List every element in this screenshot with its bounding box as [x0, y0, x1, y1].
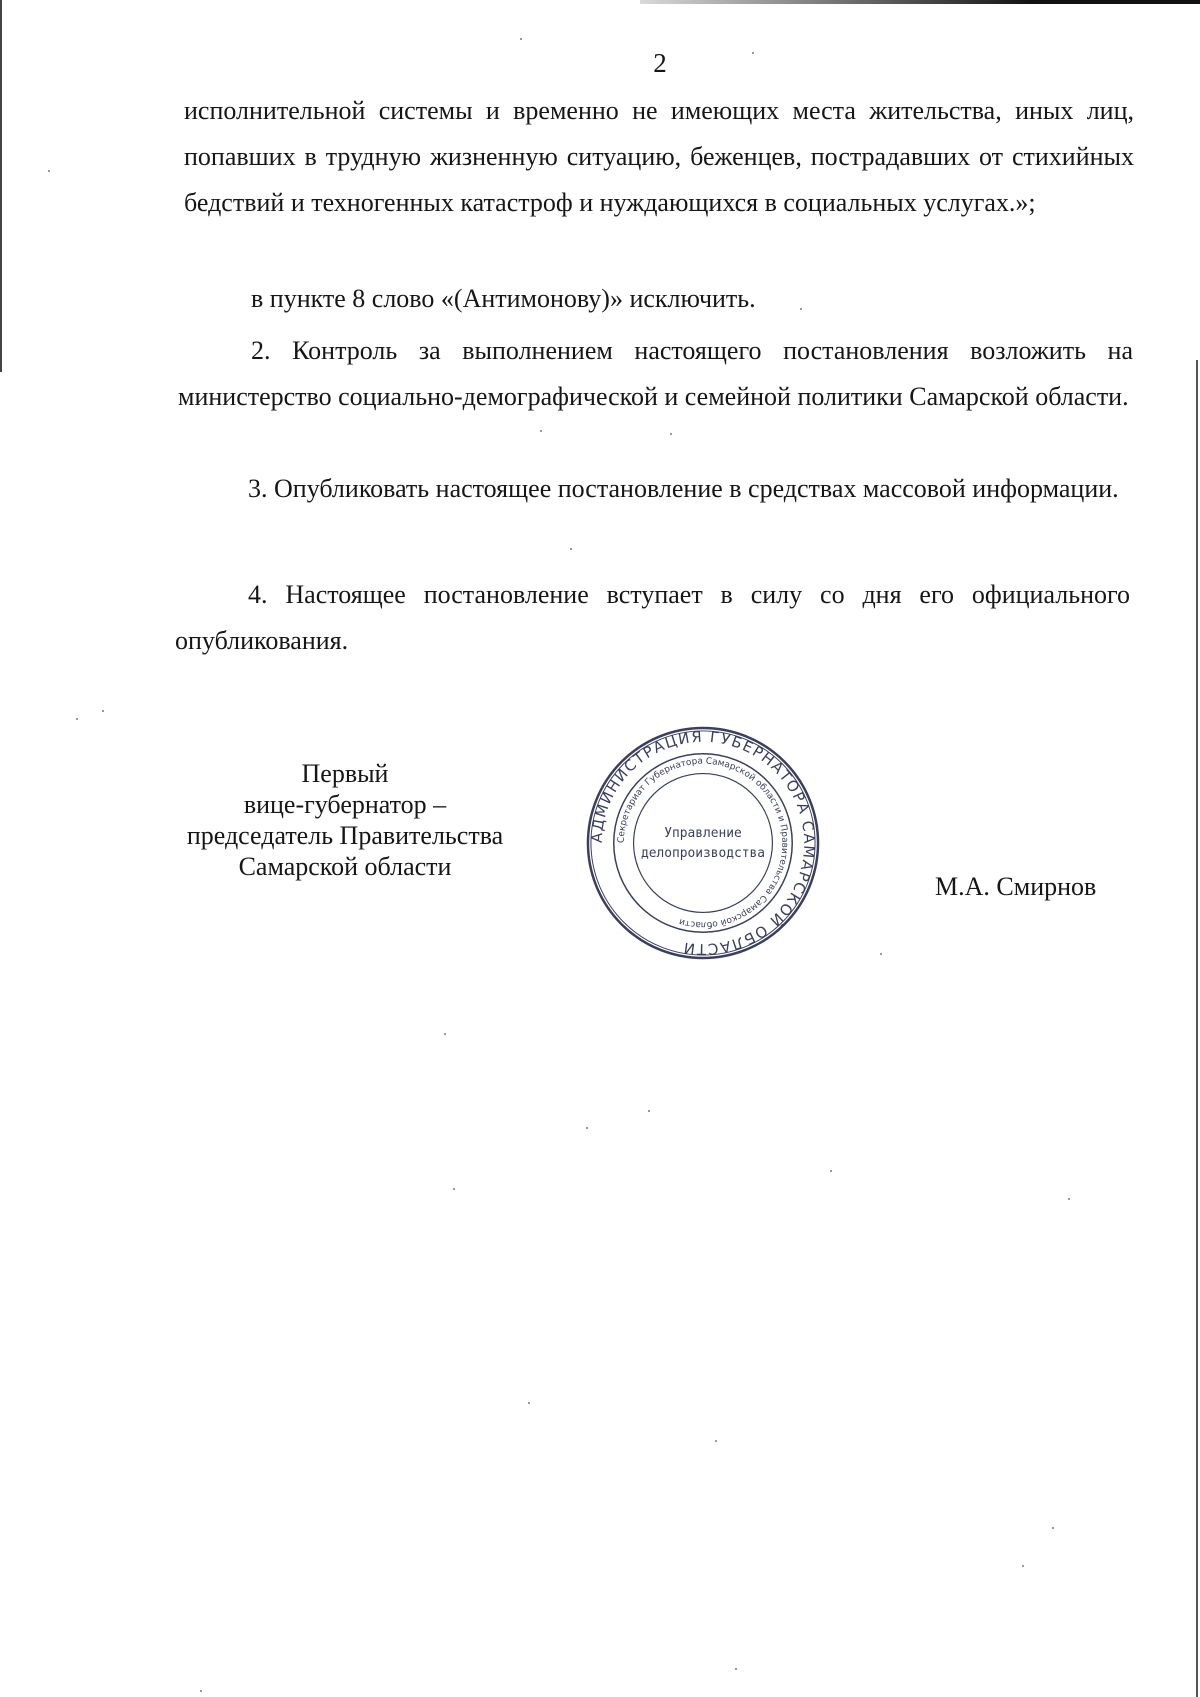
paragraph-clause-2: 2. Контроль за выполнением настоящего постановления возложить на министерство социально-демографической и семейной политики Самарской области. [178, 336, 1133, 411]
signature-title-line: председатель Правительства [186, 821, 504, 850]
paragraph-clause-3: 3. Опубликовать настоящее постановление в средствах массовой информации. [248, 474, 1119, 503]
paragraph-clause-4: 4. Настоящее постановление вступает в силу со дня его официального опубликования. [175, 580, 1130, 655]
scan-edge-top [640, 0, 1200, 4]
official-seal [584, 724, 822, 962]
svg-text:АДМИНИСТРАЦИЯ ГУБЕРНАТОРА САМА: АДМИНИСТРАЦИЯ ГУБЕРНАТОРА САМАРСКОЙ ОБЛАСТИ [587, 727, 819, 959]
signature-title-line: Самарской области [238, 852, 452, 881]
scan-edge-left [0, 0, 2, 372]
signature-title-line: вице-губернатор – [243, 790, 447, 819]
paragraph-continuation: исполнительной системы и временно не имеющих места жительства, иных лиц, попавших в трудную жизненную ситуацию, беженцев, пострадавших от стихийных бедствий и техногенных катастроф и нуждающихся в социальных услугах.»; [184, 96, 1134, 217]
signature-title-line: Первый [301, 759, 389, 788]
svg-text:Управление: Управление [664, 826, 742, 842]
page-number: 2 [653, 48, 667, 78]
svg-text:Секретариат Губернатора Самарс: Секретариат Губернатора Самарской области и Правительства Самарской области [616, 756, 790, 930]
seal-stamp-icon [584, 724, 822, 962]
signature-title-block [150, 758, 540, 882]
paragraph-item-8-amendment: в пункте 8 слово «(Антимонову)» исключить. [251, 284, 756, 313]
signer-name: М.А. Смирнов [935, 872, 1097, 901]
scan-edge-right [1196, 360, 1198, 1697]
svg-text:делопроизводства: делопроизводства [640, 845, 766, 861]
